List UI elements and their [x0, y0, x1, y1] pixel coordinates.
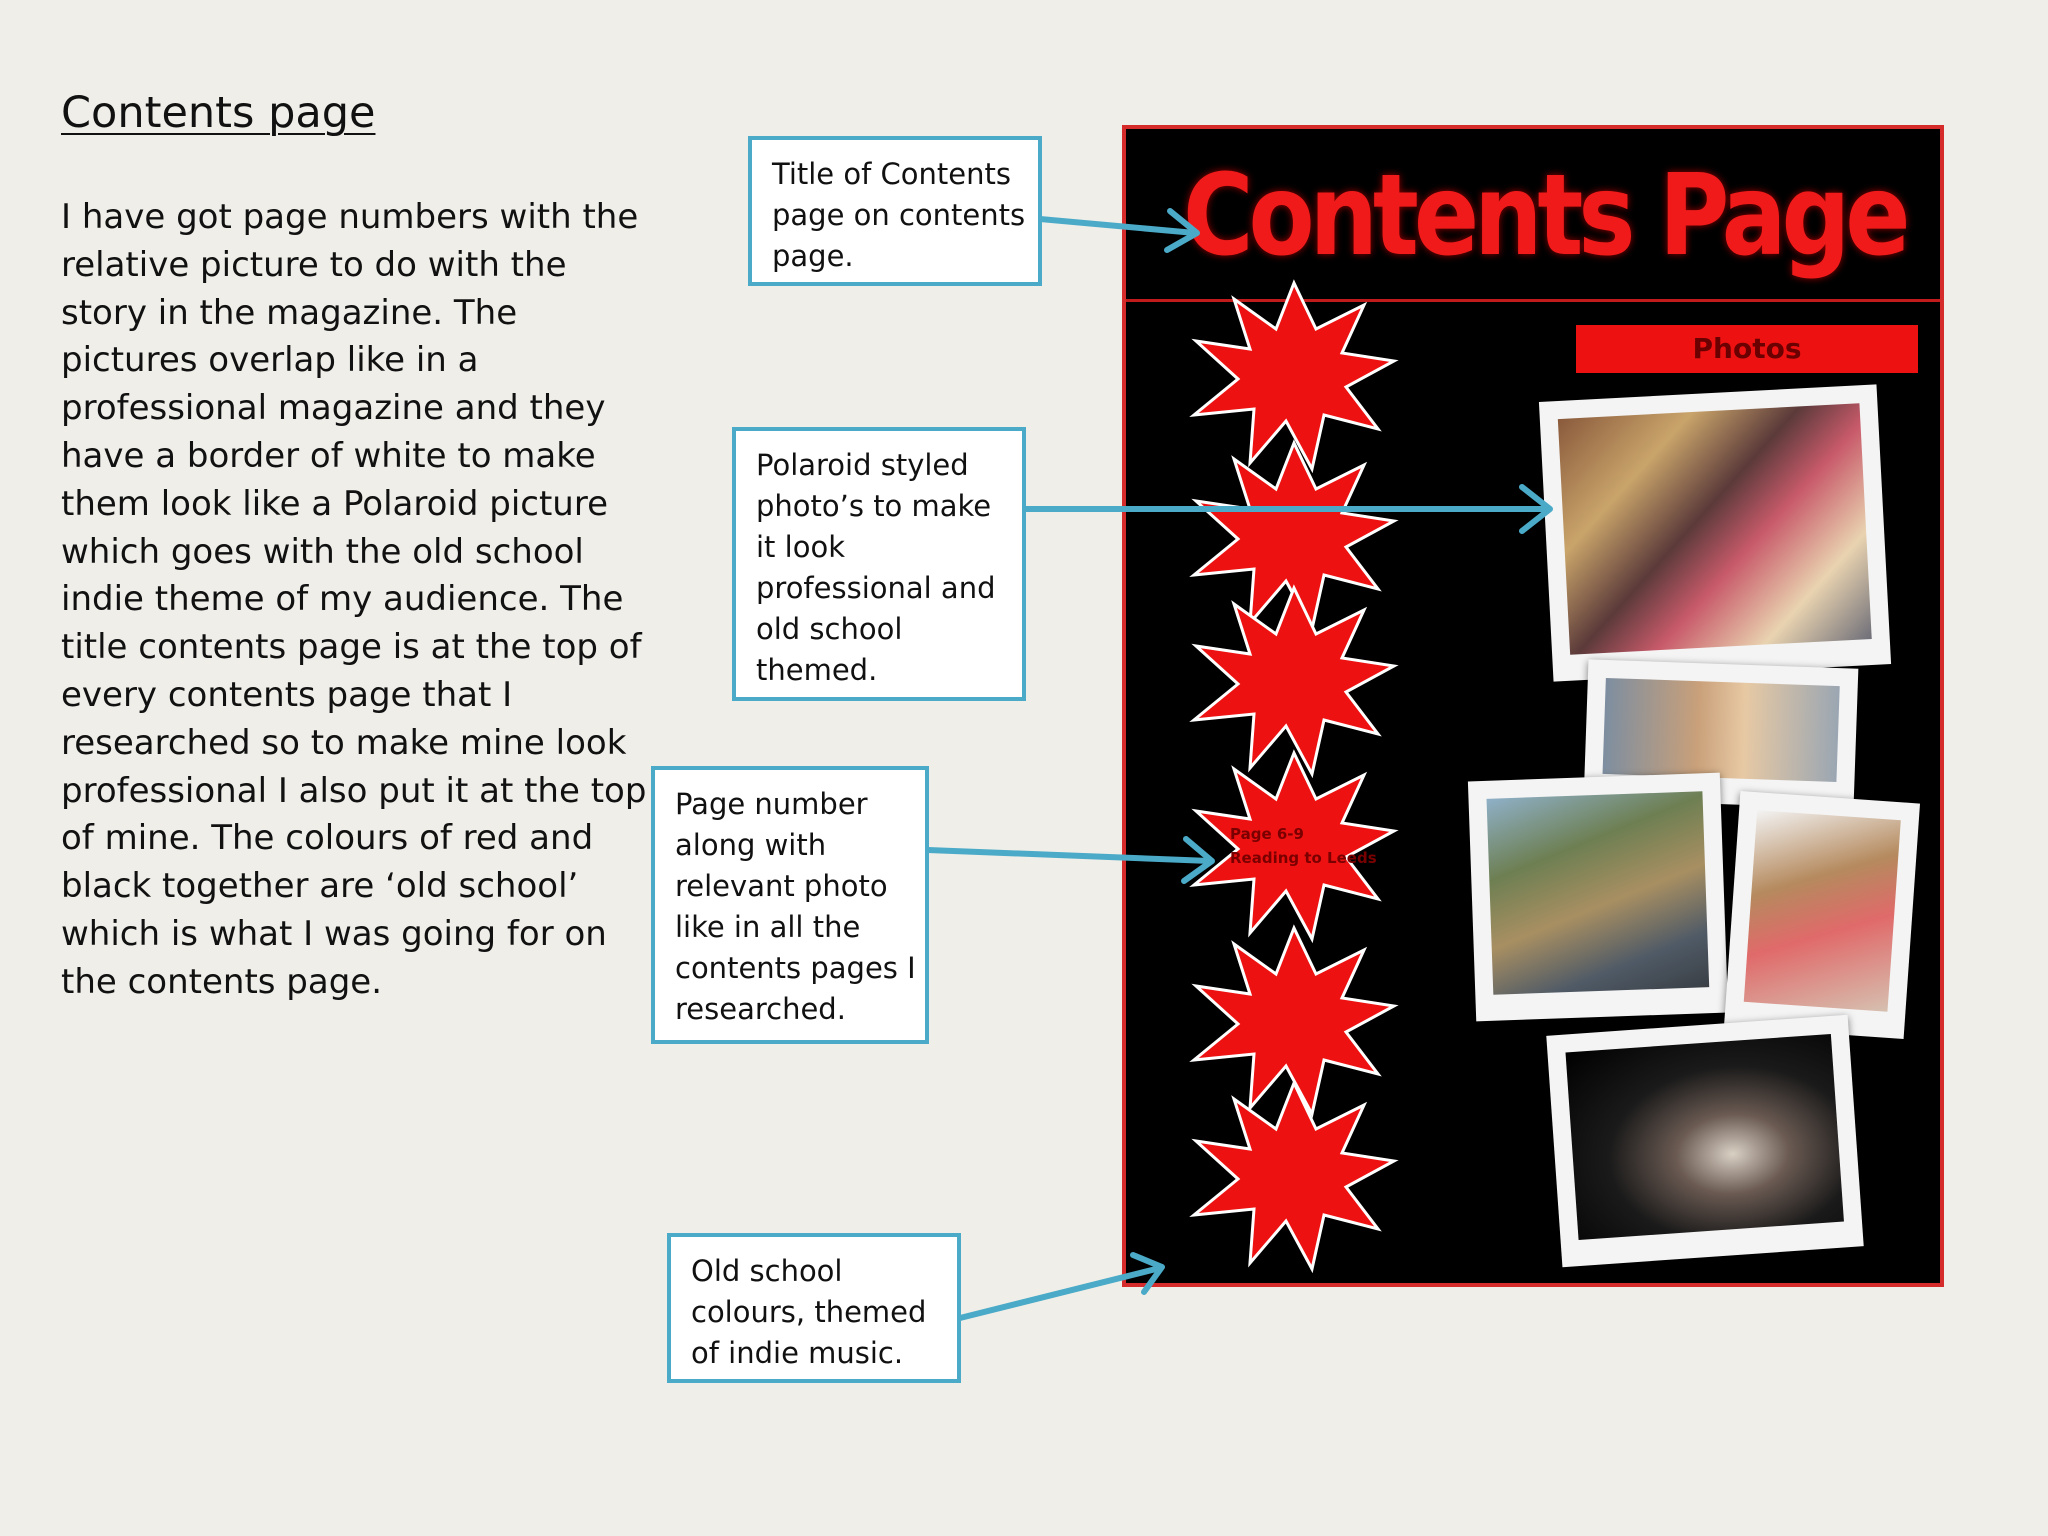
star-page-label: Page 6-9	[1230, 825, 1304, 843]
body-line: pictures overlap like in a	[61, 340, 479, 381]
arrow-page-number	[928, 839, 1212, 881]
body-line: which is what I was going for on	[61, 913, 607, 954]
callout-page-number	[651, 766, 929, 1044]
body-line: have a border of white to make	[61, 435, 596, 476]
photos-label: Photos	[1576, 325, 1918, 373]
body-line: the contents page.	[61, 961, 383, 1002]
callout-line: themed.	[756, 653, 878, 687]
body-line: of mine. The colours of red and	[61, 818, 594, 859]
arrow-polaroid	[1026, 487, 1550, 531]
callout-line: old school	[756, 612, 903, 646]
callout-polaroid	[732, 427, 1026, 701]
callout-colours	[667, 1233, 961, 1383]
callout-line: page.	[772, 239, 854, 273]
callout-line: it look	[756, 530, 845, 564]
body-line: which goes with the old school	[61, 531, 584, 572]
slide-heading: Contents page	[61, 88, 376, 138]
callout-line: Title of Contents	[772, 157, 1011, 191]
callout-line: like in all the	[675, 910, 861, 944]
callout-line: professional and	[756, 571, 996, 605]
body-line: title contents page is at the top of	[61, 627, 642, 668]
body-line: story in the magazine. The	[61, 292, 518, 333]
callout-line: along with	[675, 828, 827, 862]
callout-line: relevant photo	[675, 869, 888, 903]
body-line: every contents page that I	[61, 674, 513, 715]
callout-line: page on contents	[772, 198, 1026, 232]
body-line: professional I also put it at the top	[61, 770, 647, 811]
star-story-label: Reading to Leeds	[1230, 849, 1377, 867]
callout-line: of indie music.	[691, 1336, 904, 1370]
body-line: black together are ‘old school’	[61, 866, 579, 907]
callout-line: photo’s to make	[756, 489, 992, 523]
callout-line: Polaroid styled	[756, 448, 969, 482]
magazine-title: Contents Page	[1182, 151, 1906, 281]
callout-line: Old school	[691, 1254, 843, 1288]
callout-line: colours, themed	[691, 1295, 927, 1329]
body-line: them look like a Polaroid picture	[61, 483, 609, 524]
body-line: relative picture to do with the	[61, 244, 567, 285]
arrow-colours	[960, 1255, 1162, 1318]
body-line: I have got page numbers with the	[61, 197, 639, 237]
body-line: professional magazine and they	[61, 388, 606, 429]
callout-line: researched.	[675, 992, 846, 1026]
arrow-title	[1040, 211, 1197, 250]
callout-line: contents pages I	[675, 951, 916, 985]
body-line: indie theme of my audience. The	[61, 579, 624, 620]
callout-title	[748, 136, 1042, 286]
body-line: researched so to make mine look	[61, 722, 627, 763]
callout-line: Page number	[675, 787, 868, 821]
